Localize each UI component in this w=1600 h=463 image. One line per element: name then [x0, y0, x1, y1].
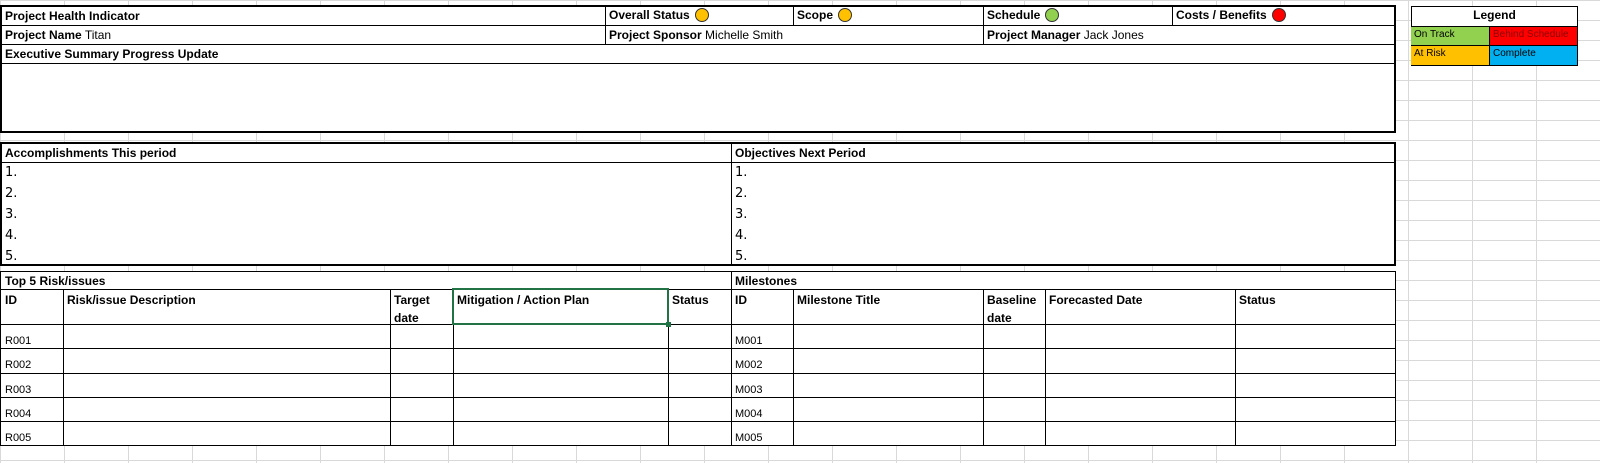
risk-row-id[interactable]: R005: [5, 432, 32, 444]
sponsor-label: Project Sponsor: [609, 28, 702, 42]
exec-summary-area[interactable]: [2, 64, 1394, 131]
sponsor-cell[interactable]: [606, 27, 783, 43]
scope-cell[interactable]: [794, 7, 852, 23]
project-name-value: Titan: [84, 28, 112, 42]
legend-behind-schedule: Behind Schedule: [1490, 26, 1578, 46]
legend-title: Legend: [1473, 8, 1516, 22]
milestone-row-id[interactable]: M004: [735, 408, 763, 420]
overall-status-cell[interactable]: [606, 7, 709, 23]
accomplishment-item[interactable]: 2.: [5, 186, 18, 201]
manager-cell[interactable]: [984, 27, 1144, 43]
table-row-divider: [0, 397, 1396, 398]
scope-indicator-icon: [838, 8, 852, 22]
legend-complete: Complete: [1490, 46, 1578, 66]
exec-summary-label: Executive Summary Progress Update: [5, 47, 219, 61]
table-row-divider: [0, 373, 1396, 374]
table-col-divider: [1045, 289, 1046, 446]
selected-cell-highlight[interactable]: [452, 288, 669, 325]
milestone-row-id[interactable]: M001: [735, 335, 763, 347]
accomplishment-item[interactable]: 5.: [5, 249, 18, 264]
schedule-label: Schedule: [987, 8, 1041, 22]
milestone-row-id[interactable]: M002: [735, 359, 763, 371]
objective-item[interactable]: 1.: [735, 165, 748, 180]
objective-item[interactable]: 2.: [735, 186, 748, 201]
header-row-divider: [0, 44, 1396, 45]
risk-col-desc-header: Risk/issue Description: [67, 293, 196, 307]
table-header-divider: [0, 324, 1396, 325]
risk-col-id-header: ID: [5, 293, 17, 307]
legend-at-risk: At Risk: [1411, 46, 1490, 66]
risk-row-id[interactable]: R004: [5, 408, 32, 420]
costs-label: Costs / Benefits: [1176, 8, 1267, 22]
table-col-divider: [1235, 289, 1236, 446]
table-title-divider: [0, 289, 1396, 290]
manager-value: Jack Jones: [1083, 28, 1144, 42]
table-col-divider: [793, 289, 794, 446]
table-row-divider: [0, 348, 1396, 349]
scope-label: Scope: [797, 8, 834, 22]
legend-on-track: On Track: [1411, 26, 1490, 46]
milestones-title: Milestones: [735, 274, 798, 288]
accomplishment-item[interactable]: 1.: [5, 165, 18, 180]
milestone-row-id[interactable]: M003: [735, 384, 763, 396]
milestone-col-forecast-header: Forecasted Date: [1049, 293, 1143, 307]
risk-col-target-header-line2: date: [394, 311, 419, 325]
milestone-col-status-header: Status: [1239, 293, 1276, 307]
overall-status-indicator-icon: [695, 8, 709, 22]
schedule-cell[interactable]: [984, 7, 1059, 23]
health-indicator-label: Project Health Indicator: [5, 9, 140, 23]
milestone-row-id[interactable]: M005: [735, 432, 763, 444]
accomplishment-item[interactable]: 3.: [5, 207, 18, 222]
costs-indicator-icon: [1272, 8, 1286, 22]
milestone-col-baseline-header-line2: date: [987, 311, 1012, 325]
accomplishment-item[interactable]: 4.: [5, 228, 18, 243]
period-block: [0, 142, 1396, 266]
accomplishments-title: Accomplishments This period: [5, 146, 177, 160]
overall-status-label: Overall Status: [609, 8, 690, 22]
table-col-divider: [63, 289, 64, 446]
risk-row-id[interactable]: R003: [5, 384, 32, 396]
milestone-col-baseline-header: Baseline: [987, 293, 1037, 307]
milestone-col-title-header: Milestone Title: [797, 293, 881, 307]
project-name-cell[interactable]: [2, 27, 111, 43]
risk-col-mitigation-header[interactable]: Mitigation / Action Plan: [457, 293, 590, 307]
milestone-col-id-header: ID: [735, 293, 747, 307]
header-row-divider: [0, 25, 1396, 26]
risk-row-id[interactable]: R001: [5, 335, 32, 347]
period-header-divider: [0, 162, 1396, 163]
risks-title: Top 5 Risk/issues: [5, 274, 106, 288]
objectives-title: Objectives Next Period: [735, 146, 866, 160]
project-name-label: Project Name: [5, 28, 82, 42]
manager-label: Project Manager: [987, 28, 1081, 42]
costs-cell[interactable]: [1173, 7, 1286, 23]
schedule-indicator-icon: [1045, 8, 1059, 22]
sponsor-value: Michelle Smith: [705, 28, 784, 42]
table-row-divider: [0, 421, 1396, 422]
objective-item[interactable]: 5.: [735, 249, 748, 264]
risk-row-id[interactable]: R002: [5, 359, 32, 371]
objective-item[interactable]: 4.: [735, 228, 748, 243]
risk-col-target-header: Target: [394, 293, 430, 307]
objective-item[interactable]: 3.: [735, 207, 748, 222]
risk-col-status-header: Status: [672, 293, 709, 307]
